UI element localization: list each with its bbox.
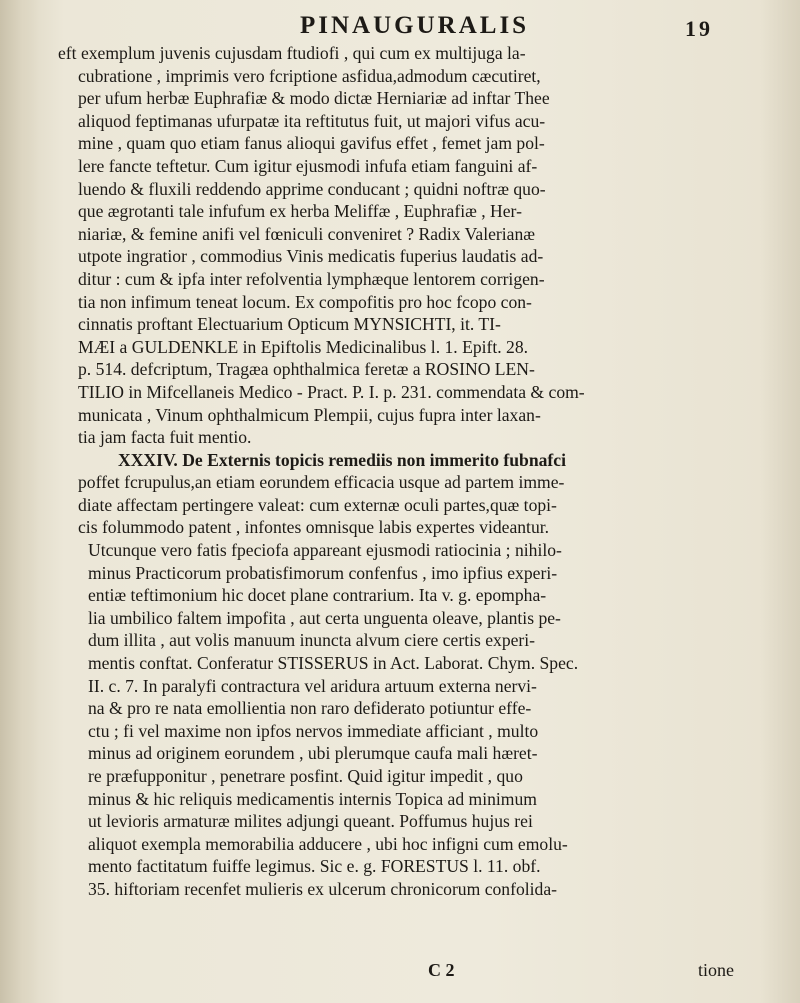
text-line: cubratione , imprimis vero fcriptione asfidua,admodum cæcutiret, (78, 65, 541, 86)
page-footer (58, 960, 763, 986)
text-line: entiæ teftimonium hic docet plane contrarium. Ita v. g. epompha- (88, 585, 547, 606)
text-line: II. c. 7. In paralyfi contractura vel aridura artuum externa nervi- (88, 675, 537, 696)
text-line: tia jam facta fuit mentio. (78, 427, 252, 448)
text-line: re præfupponitur , penetrare posfint. Quid igitur impedit , quo (88, 766, 523, 786)
text-line: na & pro re nata emollientia non raro defiderato potiuntur effe- (88, 698, 532, 719)
text-line: Utcunque vero fatis fpeciofa appareant ejusmodi ratiocinia ; nihilo- (88, 540, 562, 561)
text-line: utpote ingratior , commodius Vinis medicatis fuperius laudatis ad- (78, 246, 544, 267)
running-head (0, 6, 800, 46)
text-line: minus Practicorum probatisfimorum confenfus , imo ipfius experi- (88, 562, 558, 583)
body-text (58, 42, 763, 901)
text-line: aliquod feptimanas ufurpatæ ita reftitutus fuit, ut majori vifus acu- (78, 110, 546, 131)
text-line: p. 514. defcriptum, Tragæa ophthalmica feretæ a ROSINO LEN- (78, 359, 535, 380)
text-line: aliquot exempla memorabilia adducere , ubi hoc infigni cum emolu- (88, 833, 568, 854)
text-line: TILIO in Mifcellaneis Medico - Pract. P. I. p. 231. commendata & com- (78, 381, 585, 402)
text-line: diate affectam pertingere valeat: cum externæ oculi partes,quæ topi- (78, 494, 557, 515)
text-line: municata , Vinum ophthalmicum Plempii, cujus fupra inter laxan- (78, 404, 541, 425)
signature-mark: C 2 (428, 960, 455, 980)
text-line: minus ad originem eorundem , ubi plerumque caufa mali hæret- (88, 743, 538, 764)
text-line: cinnatis proftant Electuarium Opticum MYNSICHTI, it. TI- (78, 314, 501, 335)
text-line: per ufum herbæ Euphrafiæ & modo dictæ Herniariæ ad inftar Thee (78, 88, 550, 109)
text-line: MÆI a GULDENKLE in Epiftolis Medicinalibus l. 1. Epift. 28. (78, 336, 529, 357)
text-line: lia umbilico faltem impofita , aut certa unguenta oleave, plantis pe- (88, 607, 561, 628)
text-line: mine , quam quo etiam fanus alioqui gavifus effet , femet jam pol- (78, 133, 545, 154)
text-line: niariæ, & femine anifi vel fœniculi conveniret ? Radix Valerianæ (78, 223, 535, 244)
text-line: ut levioris armaturæ milites adjungi queant. Poffumus hujus rei (88, 811, 533, 832)
text-line: dum illita , aut volis manuum inuncta alvum ciere certis experi- (88, 630, 536, 651)
text-line: eft exemplum juvenis cujusdam ftudiofi , qui cum ex multijuga la- (58, 43, 526, 63)
section-heading: XXXIV. De Externis topicis remediis non immerito fubnafci (118, 449, 566, 470)
text-line: mentis conftat. Conferatur STISSERUS in Act. Laborat. Chym. Spec. (88, 653, 579, 674)
page-number: 19 (685, 16, 713, 41)
text-line: cis folummodo patent , infontes omnisque labis expertes videantur. (78, 517, 550, 538)
running-title: PINAUGURALIS (300, 12, 530, 39)
text-line: 35. hiftoriam recenfet mulieris ex ulcerum chronicorum confolida- (88, 878, 557, 899)
page-right-shadow (760, 0, 800, 1003)
text-line: minus & hic reliquis medicamentis internis Topica ad minimum (88, 788, 537, 809)
catchword: tione (698, 960, 734, 980)
text-line: poffet fcrupulus,an etiam eorundem efficacia usque ad partem imme- (78, 472, 565, 493)
text-line: tia non infimum teneat locum. Ex compofitis pro hoc fcopo con- (78, 291, 532, 312)
page-left-shadow (0, 0, 38, 1003)
text-line: ctu ; fi vel maxime non ipfos nervos immediate afficiant , multo (88, 720, 539, 741)
text-line: lere fancte teftetur. Cum igitur ejusmodi infufa etiam fanguini af- (78, 155, 538, 176)
text-line: que ægrotanti tale infufum ex herba Meliffæ , Euphrafiæ , Her- (78, 201, 522, 222)
text-line: luendo & fluxili reddendo apprime conducant ; quidni noftræ quo- (78, 178, 546, 199)
text-line: mento factitatum fuiffe legimus. Sic e. g. FORESTUS l. 11. obf. (88, 856, 541, 877)
text-line: ditur : cum & ipfa inter refolventia lymphæque lentorem corrigen- (78, 268, 545, 289)
